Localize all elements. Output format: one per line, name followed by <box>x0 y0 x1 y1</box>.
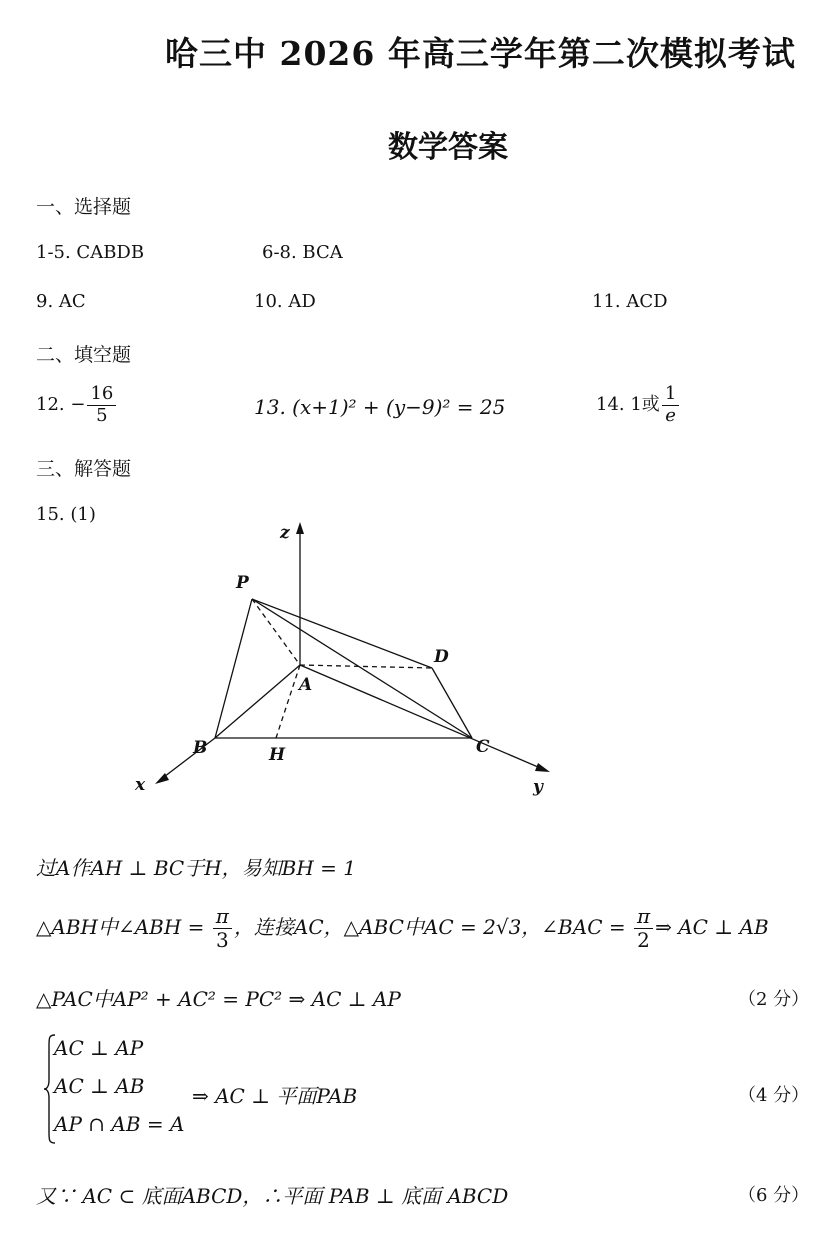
points-4: （4 分） <box>738 1085 810 1106</box>
solution-line-3: △PAC中AP² + AC² = PC² ⇒ AC ⊥ AP <box>36 987 401 1011</box>
edge-DC <box>432 668 472 738</box>
question-15-part-1-label: 15. (1) <box>36 504 96 525</box>
label-x: x <box>135 775 146 795</box>
label-C: C <box>476 737 490 757</box>
edge-PB <box>215 599 252 738</box>
edge-PA <box>252 599 300 665</box>
system-conclusion: ⇒ AC ⊥ 平面PAB <box>192 1084 358 1108</box>
pi-over-2-fraction <box>634 905 653 952</box>
answer-14-prefix: 14. 1或 <box>596 394 660 416</box>
label-P: P <box>236 573 249 593</box>
condition-1: AC ⊥ AP <box>54 1036 144 1060</box>
label-z: z <box>280 523 290 543</box>
points-2: （2 分） <box>738 989 810 1010</box>
y-axis <box>300 665 545 770</box>
label-A: A <box>299 675 313 695</box>
pi-over-2-denominator: 2 <box>637 928 650 952</box>
z-axis-arrow <box>296 522 304 534</box>
label-D: D <box>434 647 449 667</box>
page-subtitle: 数学答案 <box>388 130 508 165</box>
section-heading-fill: 二、填空题 <box>36 344 132 366</box>
answer-14-numerator: 1 <box>662 384 679 406</box>
page-title: 哈三中 2026 年高三学年第二次模拟考试 <box>165 34 796 73</box>
answer-12-denominator: 5 <box>96 404 108 426</box>
answer-12-numerator: 16 <box>87 384 116 406</box>
answer-13: 13. (x+1)² + (y−9)² = 25 <box>254 395 506 419</box>
label-y: y <box>533 777 543 797</box>
pi-over-3-denominator: 3 <box>215 928 229 952</box>
label-H: H <box>269 745 286 765</box>
edge-PD <box>252 599 432 668</box>
condition-3: AP ∩ AB = A <box>54 1112 185 1136</box>
answer-11: 11. ACD <box>592 291 668 312</box>
label-B: B <box>193 738 208 758</box>
points-6: （6 分） <box>738 1185 810 1206</box>
answer-1-5: 1-5. CABDB <box>36 242 145 263</box>
edge-AB <box>215 665 300 738</box>
condition-2: AC ⊥ AB <box>54 1074 145 1098</box>
y-axis-arrow <box>535 763 550 772</box>
pi-over-3-numerator: π <box>213 905 232 929</box>
solution-line-2-part-a: △ABH中∠ABH = <box>36 915 205 939</box>
section-heading-solve: 三、解答题 <box>36 458 132 480</box>
solution-line-2-part-c: ⇒ AC ⊥ AB <box>655 915 769 939</box>
edge-PC <box>252 599 472 738</box>
pi-over-2-numerator: π <box>634 905 653 929</box>
answer-14-denominator: e <box>665 404 676 426</box>
answer-12-prefix: 12. − <box>36 394 86 416</box>
solution-line-1: 过A作AH ⊥ BC于H，易知BH = 1 <box>36 856 356 880</box>
answer-9: 9. AC <box>36 291 86 312</box>
section-heading-choice: 一、选择题 <box>36 196 132 218</box>
solution-line-2 <box>36 905 769 952</box>
pi-over-3-fraction <box>213 905 232 952</box>
solution-line-2-part-b: ，连接AC，△ABC中AC = 2√3，∠BAC = <box>233 915 626 939</box>
answer-6-8: 6-8. BCA <box>262 242 343 263</box>
solution-line-5: 又∵ AC ⊂ 底面ABCD，∴平面 PAB ⊥ 底面 ABCD <box>36 1184 509 1208</box>
edge-AD <box>300 665 432 668</box>
answer-10: 10. AD <box>254 291 316 312</box>
